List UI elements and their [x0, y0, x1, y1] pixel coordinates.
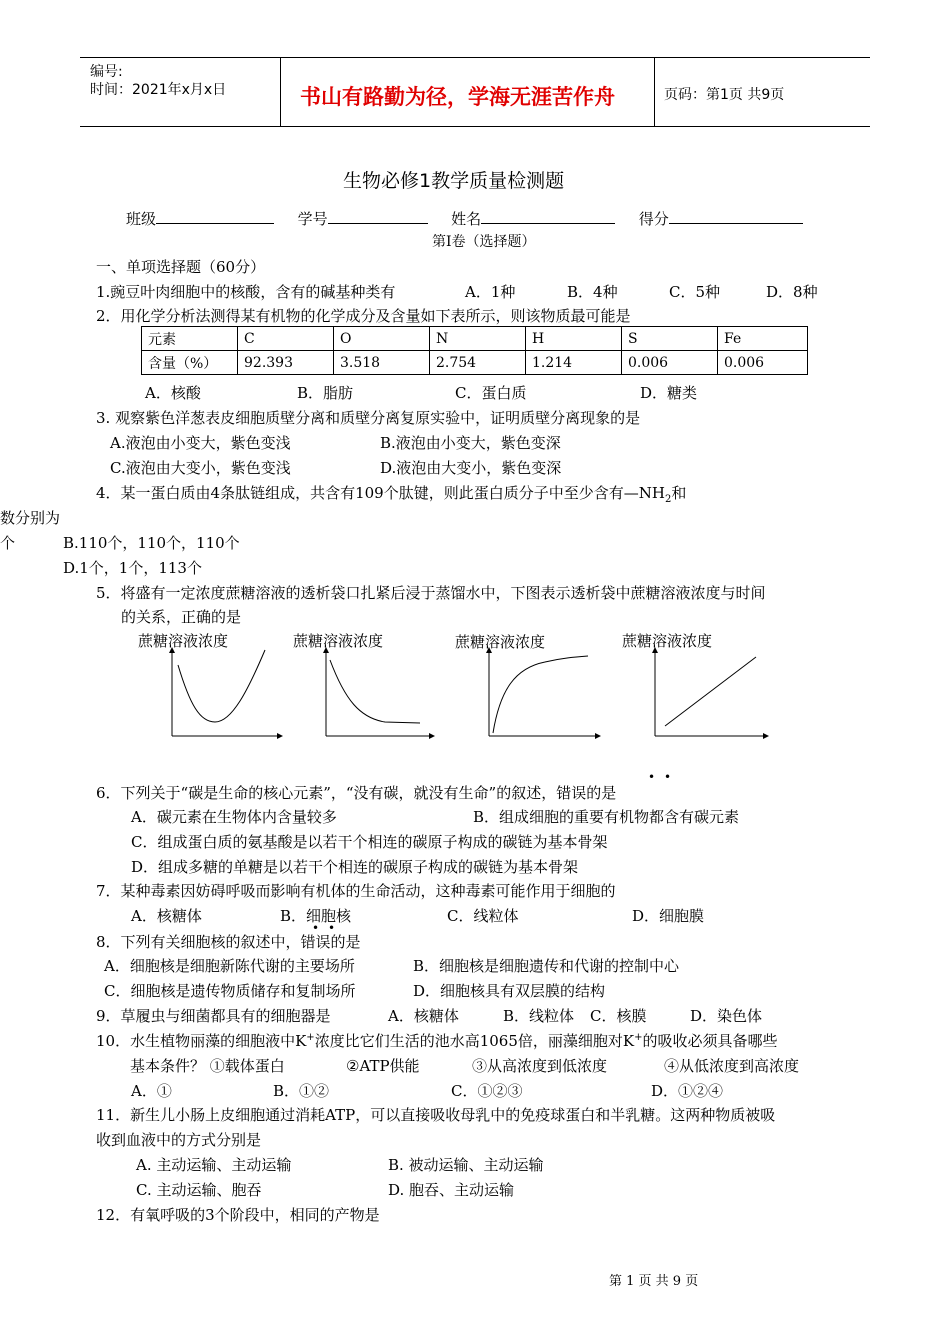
q9-option-d[interactable]: D．染色体: [690, 1007, 763, 1025]
q9-option-b[interactable]: B．线粒体: [503, 1007, 575, 1025]
q4-option-d[interactable]: D.1个，1个，113个: [63, 559, 202, 577]
q11-option-d[interactable]: D. 胞吞、主动运输: [388, 1181, 515, 1199]
q11-option-c[interactable]: C. 主动运输、胞吞: [136, 1181, 262, 1199]
score-label: 得分: [638, 210, 669, 228]
question-1: 1.豌豆叶肉细胞中的核酸，含有的碱基种类有: [96, 283, 396, 301]
table-cell: Fe: [718, 327, 808, 351]
q7-option-a[interactable]: A．核糖体: [131, 907, 202, 925]
chart-b: [326, 648, 434, 736]
chart-d: [655, 648, 768, 736]
superscript: +: [634, 1032, 643, 1043]
page-info: 页码：第1页 共9页: [664, 87, 785, 103]
question-11: 11．新生儿小肠上皮细胞通过消耗ATP，可以直接吸收母乳中的免疫球蛋白和半乳糖。这两种物质被吸: [96, 1106, 776, 1124]
chart-a-curve: [178, 650, 265, 722]
q10-option-a[interactable]: A．①: [131, 1082, 172, 1100]
chart-b-curve: [330, 660, 420, 723]
section-heading: 一、单项选择题（60分）: [96, 258, 266, 276]
q6-option-c[interactable]: C．组成蛋白质的氨基酸是以若干个相连的碳原子构成的碳链为基本骨架: [131, 833, 608, 851]
q9-option-c[interactable]: C．核膜: [590, 1007, 647, 1025]
name-label: 姓名: [451, 210, 482, 228]
table-cell: 1.214: [526, 351, 622, 375]
q6-option-d[interactable]: D．组成多糖的单糖是以若干个相连的碳原子构成的碳链为基本骨架: [131, 858, 579, 876]
table-cell: H: [526, 327, 622, 351]
q11-option-a[interactable]: A. 主动运输、主动运输: [136, 1156, 292, 1174]
emphasis-dot: •: [328, 921, 336, 935]
table-cell: 0.006: [622, 351, 718, 375]
table-cell: 2.754: [430, 351, 526, 375]
subscript: 2: [664, 494, 672, 505]
table-cell: 0.006: [718, 351, 808, 375]
question-11-line2: 收到血液中的方式分别是: [96, 1131, 262, 1149]
chart-a: [172, 648, 282, 736]
q3-option-b[interactable]: B.液泡由小变大，紫色变深: [380, 434, 561, 452]
q3-option-c[interactable]: C.液泡由大变小，紫色变浅: [110, 459, 291, 477]
time-label: 时间：2021年x月x日: [90, 82, 227, 98]
q7-option-d[interactable]: D．细胞膜: [632, 907, 705, 925]
question-4-end: 和: [671, 484, 687, 502]
table-cell: 92.393: [238, 351, 334, 375]
table-cell: 3.518: [334, 351, 430, 375]
motto: 书山有路勤为径，学海无涯苦作舟: [300, 85, 615, 109]
question-9: 9．草履虫与细菌都具有的细胞器是: [96, 1007, 331, 1025]
table-cell: C: [238, 327, 334, 351]
q10-condition-4: ④从低浓度到高浓度: [664, 1057, 800, 1075]
q8-option-b[interactable]: B．细胞核是细胞遗传和代谢的控制中心: [413, 957, 680, 975]
q10-condition-2: ②ATP供能: [346, 1057, 420, 1075]
chart-d-line: [665, 657, 756, 726]
q3-option-d[interactable]: D.液泡由大变小，紫色变深: [380, 459, 562, 477]
question-10: [96, 1030, 777, 1051]
page-footer: 第 1 页 共 9 页: [609, 1274, 699, 1289]
q1-option-b[interactable]: B．4种: [567, 283, 618, 301]
question-10-post: 的吸收必须具备哪些: [642, 1032, 778, 1050]
q8-option-a[interactable]: A．细胞核是细胞新陈代谢的主要场所: [104, 957, 355, 975]
emphasis-dot: •: [664, 770, 672, 784]
question-4-continued: 数分别为: [0, 509, 61, 527]
q7-option-c[interactable]: C．线粒体: [447, 907, 519, 925]
question-5-line2: 的关系，正确的是: [121, 608, 242, 626]
q1-option-d[interactable]: D．8种: [766, 283, 818, 301]
q10-option-b[interactable]: B．①②: [273, 1082, 330, 1100]
q4-option-a-fragment[interactable]: 个: [0, 534, 16, 552]
q2-option-c[interactable]: C．蛋白质: [455, 384, 527, 402]
q8-option-c[interactable]: C．细胞核是遗传物质储存和复制场所: [104, 982, 356, 1000]
question-8: 8．下列有关细胞核的叙述中，错误的是: [96, 933, 361, 951]
id-label: 学号: [297, 210, 328, 228]
q11-option-b[interactable]: B. 被动运输、主动运输: [388, 1156, 544, 1174]
table-cell: N: [430, 327, 526, 351]
chart-b-ylabel: 蔗糖溶液浓度: [293, 632, 384, 650]
question-2: 2．用化学分析法测得某有机物的化学成分及含量如下表所示，则该物质最可能是: [96, 307, 631, 325]
q1-option-c[interactable]: C．5种: [669, 283, 721, 301]
chart-a-ylabel: 蔗糖溶液浓度: [138, 632, 229, 650]
class-label: 班级: [126, 210, 157, 228]
table-cell: O: [334, 327, 430, 351]
table-cell: 含量（%）: [142, 351, 238, 375]
question-10-line2: 基本条件？ ①载体蛋白: [130, 1057, 285, 1075]
q6-option-b[interactable]: B．组成细胞的重要有机物都含有碳元素: [473, 808, 740, 826]
q8-option-d[interactable]: D．细胞核具有双层膜的结构: [413, 982, 606, 1000]
emphasis-dot: •: [312, 921, 320, 935]
q4-option-b[interactable]: B.110个，110个，110个: [63, 534, 240, 552]
serial-label: 编号:: [90, 64, 123, 80]
q9-option-a[interactable]: A．核糖体: [388, 1007, 459, 1025]
question-5: 5．将盛有一定浓度蔗糖溶液的透析袋口扎紧后浸于蒸馏水中，下图表示透析袋中蔗糖溶液浓度与时间: [96, 584, 766, 602]
question-3: 3. 观察紫色洋葱表皮细胞质壁分离和质壁分离复原实验中，证明质壁分离现象的是: [96, 409, 641, 427]
table-cell: 元素: [142, 327, 238, 351]
question-7: 7．某种毒素因妨碍呼吸而影响有机体的生命活动，这种毒素可能作用于细胞的: [96, 882, 616, 900]
q6-option-a[interactable]: A．碳元素在生物体内含量较多: [131, 808, 337, 826]
q10-option-d[interactable]: D．①②④: [651, 1082, 724, 1100]
chart-d-ylabel: 蔗糖溶液浓度: [622, 632, 713, 650]
q3-option-a[interactable]: A.液泡由小变大，紫色变浅: [110, 434, 291, 452]
q7-option-b[interactable]: B．细胞核: [280, 907, 352, 925]
q2-option-d[interactable]: D．糖类: [640, 384, 698, 402]
q10-option-c[interactable]: C．①②③: [451, 1082, 523, 1100]
volume-label: 第Ⅰ卷（选择题）: [432, 234, 536, 250]
page-title: 生物必修1教学质量检测题: [343, 170, 565, 192]
chart-c: [489, 648, 600, 736]
question-6: 6．下列关于“碳是生命的核心元素”，“没有碳，就没有生命”的叙述，错误的是: [96, 784, 617, 802]
chart-c-ylabel: 蔗糖溶液浓度: [455, 633, 546, 651]
q2-option-b[interactable]: B．脂肪: [297, 384, 354, 402]
question-4-text: 4．某一蛋白质由4条肽链组成，共含有109个肽键，则此蛋白质分子中至少含有—NH: [96, 484, 665, 502]
q2-option-a[interactable]: A．核酸: [145, 384, 201, 402]
question-12: 12．有氧呼吸的3个阶段中，相同的产物是: [96, 1206, 380, 1224]
emphasis-dot: •: [648, 770, 656, 784]
superscript: +: [306, 1032, 315, 1043]
q10-condition-3: ③从高浓度到低浓度: [472, 1057, 608, 1075]
q1-option-a[interactable]: A．1种: [465, 283, 516, 301]
table-cell: S: [622, 327, 718, 351]
question-10-text: 10．水生植物丽藻的细胞液中K: [96, 1032, 307, 1050]
chart-c-curve: [493, 656, 588, 733]
question-10-mid: 浓度比它们生活的池水高1065倍，丽藻细胞对K: [314, 1032, 635, 1050]
